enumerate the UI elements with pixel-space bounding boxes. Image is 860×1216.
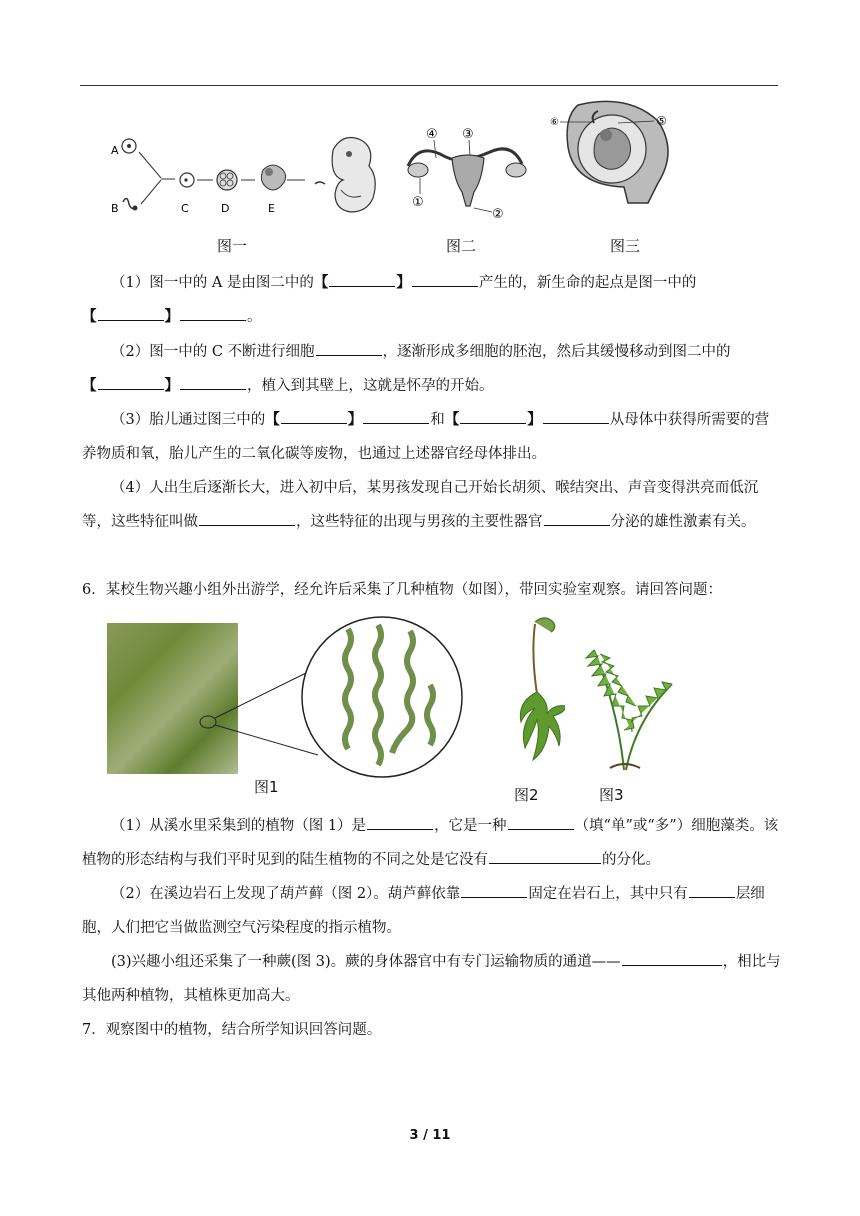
blank[interactable] (98, 374, 164, 390)
blank[interactable] (489, 848, 601, 864)
q5-part4: （4）人出生后逐渐长大，进入初中后，某男孩发现自己开始长胡须、喉结突出、声音变得洪亮而低沉等，这些特征叫做 ，这些特征的出现与男孩的主要性器官 分泌的雄性激素有关。 (82, 480, 759, 530)
fig3-caption: 图三 (610, 237, 641, 255)
q6-fig3-caption: 图3 (599, 786, 624, 804)
blank[interactable] (180, 305, 246, 321)
blank[interactable] (98, 305, 164, 321)
blank[interactable] (329, 271, 395, 287)
q6-part1: （1）从溪水里采集到的植物（图 1）是 ，它是一种 （填“单”或“多”）细胞藻类。该植物的形态结构与我们平时见到的陆生植物的不同之处是它没有 的分化。 (82, 809, 782, 877)
fig2-caption: 图二 (446, 237, 477, 255)
blank[interactable] (544, 510, 610, 526)
label-6: ⑥ (550, 117, 559, 128)
q7-stem: 7．观察图中的植物，结合所学知识回答问题。 (82, 1022, 382, 1038)
q6-part2: （2）在溪边岩石上发现了葫芦藓（图 2）。葫芦藓依靠 固定在岩石上，其中只有 层细胞，人们把它当做监测空气污染程度的指示植物。 (82, 877, 782, 945)
label-d: D (221, 202, 230, 215)
blank[interactable] (508, 814, 574, 830)
label-3: ③ (462, 127, 474, 142)
page-number: 3 / 11 (409, 1128, 451, 1143)
figure-fern (570, 640, 680, 775)
q6-stem: 6．某校生物兴趣小组外出游学，经允许后采集了几种植物（如图），带回实验室观察。请回答问题： (82, 582, 722, 598)
blank[interactable] (316, 340, 382, 356)
label-c: C (181, 202, 189, 215)
label-1: ① (412, 195, 424, 210)
q6-part3: (3)兴趣小组还采集了一种蕨(图 3)。蕨的身体器官中有专门运输物质的通道—— ，相比与其他两种植物，其植株更加高大。 (82, 945, 782, 1013)
figure-spirogyra-zoom (100, 615, 500, 780)
blank[interactable] (180, 374, 246, 390)
blank[interactable] (543, 408, 609, 424)
blank[interactable] (460, 408, 526, 424)
label-2: ② (492, 207, 504, 222)
label-5: ⑤ (656, 114, 667, 128)
q5-part2: （2）图一中的 C 不断进行细胞 ，逐渐形成多细胞的胚泡，然后其缓慢移动到图二中的 【 】 ，植入到其壁上，这就是怀孕的开始。 (82, 335, 782, 403)
blank[interactable] (199, 510, 295, 526)
blank[interactable] (622, 950, 722, 966)
blank[interactable] (281, 408, 347, 424)
label-a: A (111, 144, 119, 157)
q5-part3: （3）胎儿通过图三中的【 】 和【 】 从母体中获得所需要的营养物质和氧，胎儿产生的二氧化碳等废物，也通过上述器官经母体排出。 (82, 403, 782, 471)
figure-embryo-development (105, 130, 385, 225)
figure-moss (505, 612, 565, 780)
blank[interactable] (412, 271, 478, 287)
figure-female-reproductive (398, 122, 538, 222)
figure-fetus-in-uterus (548, 95, 698, 215)
q6-fig2-caption: 图2 (514, 786, 539, 804)
label-b: B (111, 202, 119, 215)
blank[interactable] (363, 408, 429, 424)
label-4: ④ (426, 127, 438, 142)
q5-part1: （1）图一中的 A 是由图二中的【 】 产生的，新生命的起点是图一中的 【 】 。 (82, 266, 782, 334)
q6-fig1-caption: 图1 (254, 778, 279, 796)
blank[interactable] (367, 814, 433, 830)
header-rule (80, 85, 778, 86)
label-e: E (268, 202, 275, 215)
blank[interactable] (689, 882, 735, 898)
fig1-caption: 图一 (217, 237, 248, 255)
blank[interactable] (461, 882, 527, 898)
